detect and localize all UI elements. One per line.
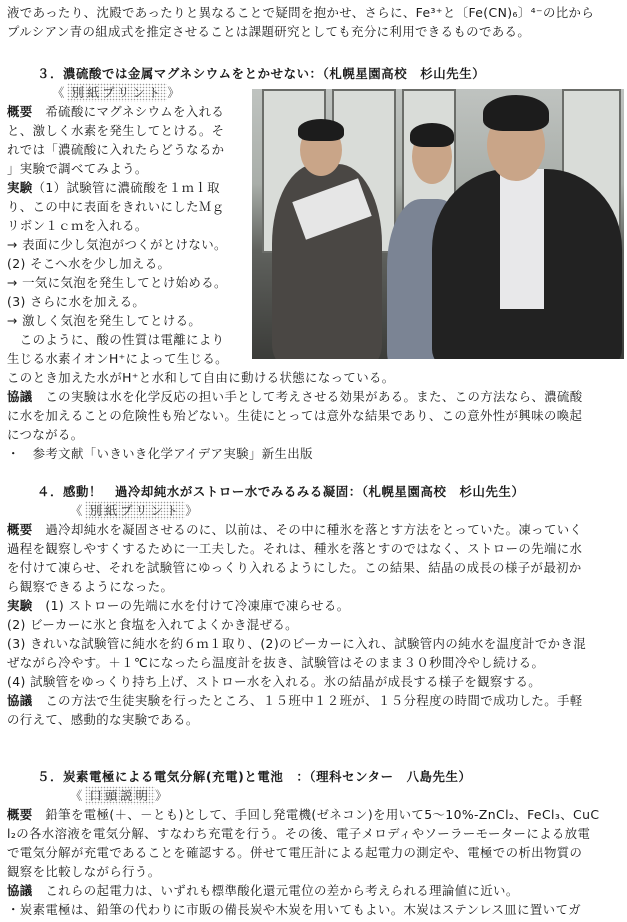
section4-line xyxy=(7,672,541,691)
section4-line xyxy=(7,615,298,634)
line-tag: 概要 xyxy=(7,522,33,537)
line-text: このとき加えた水がH⁺と水和して自由に動ける状態になっている。 xyxy=(7,370,395,385)
section3-line xyxy=(7,425,84,444)
line-text: につながる。 xyxy=(7,427,84,442)
line-tag: 実験 xyxy=(7,598,33,613)
line-text: このように、酸の性質は電離により xyxy=(7,332,225,347)
section3-line xyxy=(7,444,313,463)
line-text: を付けて凍らせ、それを試験管にゆっくり入れるようにした。この結果、結晶の成長の様子が最初か xyxy=(7,560,582,575)
line-text: れでは「濃硫酸に入れたらどうなるか xyxy=(7,142,225,157)
section4-heading: ４．感動！ 過冷却純水がストロー水でみるみる凝固：（札幌星園高校 杉山先生） xyxy=(37,484,525,499)
subtitle-close-bracket: 》 xyxy=(154,788,171,803)
intro-line-2: プルシアン青の組成式を推定させることは課題研究としても充分に利用できるものである。 xyxy=(7,24,531,39)
section4-line xyxy=(7,710,199,729)
section5-line xyxy=(7,824,590,843)
section5-line xyxy=(7,881,519,900)
line-text: り、この中に表面をきれいにしたＭｇ xyxy=(7,199,225,214)
line-text: 過程を観察しやすくするために一工夫した。それは、種氷を落とすのではなく、ストローの先端に水 xyxy=(7,541,583,556)
section3-line xyxy=(7,387,583,406)
line-text: 鉛筆を電極(＋、－とも)として、手回し発電機(ゼネコン)を用いて5～10%-ZnCl₂、FeCl₃、CuC xyxy=(32,807,600,822)
intro-line-1: 液であったり、沈殿であったりと異なることで疑問を抱かせ、さらに、Fe³⁺と〔Fe(CN)₆〕⁴⁻の比から xyxy=(7,5,595,20)
section4-line xyxy=(7,520,582,539)
line-tag: 協議 xyxy=(7,693,33,708)
line-text: → 表面に少し気泡がつくがとけない。 xyxy=(7,237,227,252)
line-text: (2) ビーカーに氷と食塩を入れてよくかき混ぜる。 xyxy=(7,617,298,632)
line-text: ら観察できるようになった。 xyxy=(7,579,174,594)
line-tag: 概要 xyxy=(7,104,33,119)
line-text: 希硫酸にマグネシウムを入れる xyxy=(32,104,225,119)
section4-line xyxy=(7,691,583,710)
line-text: この実験は水を化学反応の担い手として考えさせる効果がある。また、この方法なら、濃硫酸 xyxy=(32,389,583,404)
line-text: (1) ストローの先端に水を付けて冷凍庫で凍らせる。 xyxy=(32,598,350,613)
line-text: ・ 参考文献「いきいき化学アイデア実験」新生出版 xyxy=(7,446,313,461)
line-text: (3) きれいな試験管に純水を約６ｍ１取り、(2)のビーカーに入れ、試験管内の純水を温度計でかき混 xyxy=(7,636,587,651)
section3-line xyxy=(7,330,224,349)
section3-line xyxy=(7,178,220,197)
line-tag: 実験 xyxy=(7,180,33,195)
section3-line xyxy=(7,235,227,254)
line-text: この方法で生徒実験を行ったところ、１５班中１２班が、１５分程度の時間で成功した。手軽 xyxy=(32,693,583,708)
section3-heading: ３．濃硫酸では金属マグネシウムをとかせない：（札幌星園高校 杉山先生） xyxy=(37,66,486,81)
section4-line xyxy=(7,634,586,653)
section3-line xyxy=(7,349,228,368)
subtitle-open-bracket: 《 xyxy=(52,85,68,100)
subtitle-close-bracket: 》 xyxy=(167,85,183,100)
line-text: 生じる水素イオンH⁺によって生じる。 xyxy=(7,351,228,366)
subtitle-close-bracket: 》 xyxy=(185,503,201,518)
section3-line xyxy=(7,159,148,178)
section4-line xyxy=(7,653,544,672)
section3-line xyxy=(7,102,224,121)
line-text: (2) そこへ水を少し加える。 xyxy=(7,256,171,271)
section4-line xyxy=(7,577,173,596)
line-text: → 激しく気泡を発生してとける。 xyxy=(7,313,202,328)
section3-line xyxy=(7,197,224,216)
section3-line xyxy=(7,311,201,330)
section3-line xyxy=(7,292,145,311)
section3-line xyxy=(7,216,148,235)
subtitle-text: 口頭説明 xyxy=(89,788,151,803)
section3-line xyxy=(7,254,170,273)
section4-line xyxy=(7,539,582,558)
subtitle-text: 別紙プリント xyxy=(89,503,182,518)
line-text: (4) 試験管をゆっくり持ち上げ、ストロー水を入れる。氷の結晶が成長する様子を観察する。 xyxy=(7,674,542,689)
line-text: 観察を比較しながら行う。 xyxy=(7,864,161,879)
line-text: ぜながら冷やす。＋１℃になったら温度計を抜き、試験管はそのまま３０秒間冷やし続ける。 xyxy=(7,655,545,670)
section5-heading: ５．炭素電極による電気分解(充電)と電池 ：（理科センター 八島先生） xyxy=(37,769,472,784)
line-text: (3) さらに水を加える。 xyxy=(7,294,146,309)
classroom-photo xyxy=(252,89,624,359)
section5-line xyxy=(7,805,599,824)
line-text: と、激しく水素を発生してとける。そ xyxy=(7,123,225,138)
section3-line xyxy=(7,406,582,425)
section3-subtitle xyxy=(52,83,183,102)
section3-line xyxy=(7,140,224,159)
subtitle-open-bracket: 《 xyxy=(70,788,86,803)
line-text: これらの起電力は、いずれも標準酸化還元電位の差から考えられる理論値に近い。 xyxy=(32,883,519,898)
subtitle-text: 別紙プリント xyxy=(71,85,164,100)
line-text: l₂の各水溶液を電気分解、すなわち充電を行う。その後、電子メロディやソーラーモーターによる放電 xyxy=(7,826,591,841)
line-text: 」実験で調べてみよう。 xyxy=(7,161,148,176)
section3-line xyxy=(7,121,224,140)
line-text: → 一気に気泡を発生してとけ始める。 xyxy=(7,275,227,290)
line-text: に水を加えることの危険性も殆どない。生徒にとっては意外な結果であり、この意外性が興味の喚起 xyxy=(7,408,583,423)
line-text: （1）試験管に濃硫酸を１ｍｌ取 xyxy=(32,180,220,195)
line-tag: 協議 xyxy=(7,389,33,404)
section5-line xyxy=(7,900,581,919)
section4-line xyxy=(7,558,582,577)
subtitle-open-bracket: 《 xyxy=(70,503,86,518)
section5-subtitle xyxy=(70,786,170,805)
section4-line xyxy=(7,596,350,615)
section5-line xyxy=(7,862,161,881)
section3-line xyxy=(7,273,227,292)
line-text: 過冷却純水を凝固させるのに、以前は、その中に種氷を落とす方法をとっていた。凍っていく xyxy=(32,522,583,537)
section4-subtitle xyxy=(70,501,201,520)
section5-line xyxy=(7,843,582,862)
line-text: で電気分解が充電であることを確認する。併せて電圧計による起電力の測定や、電極での析出物質の xyxy=(7,845,583,860)
line-text: リボン１ｃｍを入れる。 xyxy=(7,218,148,233)
line-text: の行えて、感動的な実験である。 xyxy=(7,712,199,727)
section3-line xyxy=(7,368,395,387)
line-text: ・炭素電極は、鉛筆の代わりに市販の備長炭や木炭を用いてもよい。木炭はステンレス皿に置いてガ xyxy=(7,902,582,917)
line-tag: 概要 xyxy=(7,807,33,822)
line-tag: 協議 xyxy=(7,883,33,898)
